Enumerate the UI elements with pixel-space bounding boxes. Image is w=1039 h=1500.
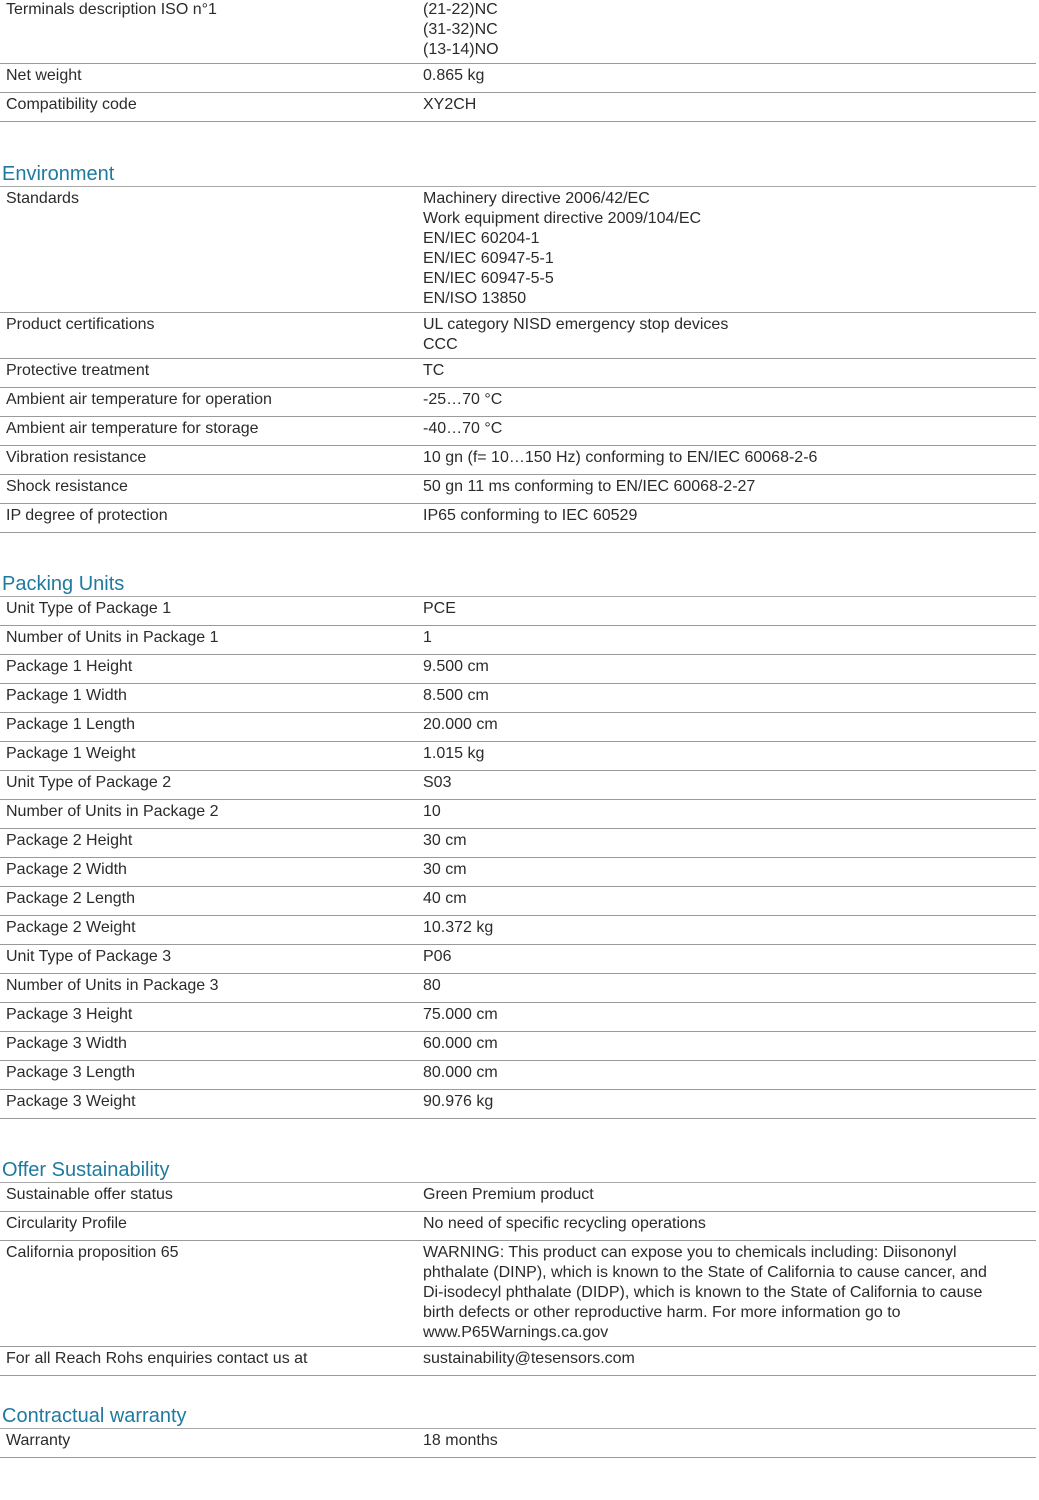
spec-value [423,361,1036,384]
spec-label: Product certifications [6,316,155,333]
section-contractual-warranty [0,1404,1036,1458]
spec-label: For all Reach Rohs enquiries contact us at [6,1350,308,1367]
spec-value-line: 8.500 cm [423,687,489,704]
spec-row [0,388,1036,417]
spec-row [0,713,1036,742]
spec-value [423,419,1036,442]
spec-row [0,945,1036,974]
spec-row [0,742,1036,771]
spec-value-line: (21-22)NC [423,1,498,18]
spec-value-line: 80 [423,977,441,994]
spec-value [423,315,1036,355]
spec-value [423,947,1036,970]
section-packing-units [0,572,1036,1119]
spec-label: Package 2 Weight [6,919,136,936]
spec-row [0,0,1036,64]
spec-row [0,475,1036,504]
spec-row [0,800,1036,829]
spec-value-line: EN/IEC 60204-1 [423,230,540,247]
spec-value-line: 75.000 cm [423,1006,498,1023]
section-title-environment: Environment [2,163,115,185]
spec-label: Package 3 Weight [6,1093,136,1110]
spec-value [423,390,1036,413]
offer-sustainability-table [0,1182,1036,1376]
spec-value-line: sustainability@tesensors.com [423,1350,635,1367]
spec-value-line: 18 months [423,1432,498,1449]
spec-value-line: -25…70 °C [423,391,503,408]
spec-label: Package 2 Length [6,890,135,907]
spec-row [0,313,1036,359]
spec-value-line: 80.000 cm [423,1064,498,1081]
spec-label: Shock resistance [6,478,128,495]
spec-value-line: 1.015 kg [423,745,485,762]
spec-label: Unit Type of Package 1 [6,600,172,617]
spec-label: California proposition 65 [6,1244,179,1261]
spec-value [423,0,1036,60]
spec-value [423,976,1036,999]
section-environment [0,162,1036,533]
spec-label: Circularity Profile [6,1215,127,1232]
spec-value-line: 9.500 cm [423,658,489,675]
section-title-packing-units: Packing Units [2,573,125,595]
spec-label: Number of Units in Package 2 [6,803,219,820]
spec-label: Number of Units in Package 3 [6,977,219,994]
spec-value [423,1243,1036,1343]
spec-row [0,1347,1036,1376]
spec-label: Package 3 Length [6,1064,135,1081]
spec-label: Sustainable offer status [6,1186,173,1203]
spec-label: Package 1 Height [6,658,133,675]
spec-value-line: 50 gn 11 ms conforming to EN/IEC 60068-2-27 [423,478,756,495]
spec-value [423,918,1036,941]
spec-value-line: (13-14)NO [423,41,499,58]
spec-label: Package 1 Weight [6,745,136,762]
spec-row [0,771,1036,800]
spec-value [423,802,1036,825]
spec-value-line: CCC [423,336,458,353]
spec-value [423,657,1036,680]
spec-value-line: TC [423,362,445,379]
spec-value [423,773,1036,796]
spec-value [423,860,1036,883]
spec-value [423,1185,1036,1208]
spec-label: Protective treatment [6,362,150,379]
spec-value [423,599,1036,622]
spec-value [423,1431,1036,1454]
spec-value-line: 10.372 kg [423,919,494,936]
section-offer-sustainability [0,1158,1036,1376]
spec-row [0,1212,1036,1241]
spec-value [423,1214,1036,1237]
packing-units-table [0,596,1036,1119]
spec-label: Ambient air temperature for storage [6,420,259,437]
top-table [0,0,1036,122]
spec-row [0,359,1036,388]
spec-value [423,477,1036,500]
spec-value [423,715,1036,738]
spec-value-line: PCE [423,600,456,617]
spec-value-line: 0.865 kg [423,67,485,84]
spec-value-line: Work equipment directive 2009/104/EC [423,210,702,227]
spec-value-line: No need of specific recycling operations [423,1215,706,1232]
spec-value [423,66,1036,89]
spec-value [423,831,1036,854]
spec-value [423,1092,1036,1115]
spec-value [423,189,1036,309]
spec-row [0,1032,1036,1061]
spec-value [423,744,1036,767]
spec-row [0,187,1036,313]
spec-value-line: UL category NISD emergency stop devices [423,316,729,333]
spec-value-line: EN/IEC 60947-5-1 [423,250,554,267]
spec-row [0,858,1036,887]
spec-value-line: 40 cm [423,890,467,907]
spec-value-line: 90.976 kg [423,1093,494,1110]
spec-row [0,417,1036,446]
section-top [0,0,1036,122]
spec-row [0,1429,1036,1458]
spec-label: Package 2 Width [6,861,127,878]
spec-value-line: Green Premium product [423,1186,594,1203]
spec-label: Unit Type of Package 3 [6,948,172,965]
spec-label: Standards [6,190,79,207]
spec-label: Ambient air temperature for operation [6,391,272,408]
spec-label: IP degree of protection [6,507,168,524]
spec-value-line: Machinery directive 2006/42/EC [423,190,650,207]
environment-table [0,186,1036,533]
spec-label: Number of Units in Package 1 [6,629,219,646]
spec-row [0,916,1036,945]
spec-row [0,887,1036,916]
contractual-warranty-table [0,1428,1036,1458]
spec-label: Package 3 Height [6,1006,133,1023]
spec-row [0,1241,1036,1347]
spec-row [0,597,1036,626]
spec-value-line: 1 [423,629,432,646]
spec-row [0,1183,1036,1212]
spec-row [0,446,1036,475]
spec-value [423,1034,1036,1057]
spec-label: Package 2 Height [6,832,133,849]
spec-value-line: XY2CH [423,96,477,113]
spec-value-line: 10 [423,803,441,820]
spec-label: Package 1 Length [6,716,135,733]
spec-row [0,1003,1036,1032]
spec-row [0,974,1036,1003]
spec-value-line: WARNING: This product can expose you to chemicals including: Diisononyl phthalate (DINP), which is known to the State of California to cause cancer, and Di-isodecyl phthalate (DIDP), which is known to the State of California to cause birth defects or other reproductive harm. For more information go to www.P65Warnings.ca.gov [423,1244,987,1341]
section-title-contractual-warranty: Contractual warranty [2,1405,187,1427]
spec-row [0,626,1036,655]
spec-row [0,1061,1036,1090]
spec-value-line: (31-32)NC [423,21,498,38]
section-title-offer-sustainability: Offer Sustainability [2,1159,170,1181]
spec-value-line: 60.000 cm [423,1035,498,1052]
spec-row [0,829,1036,858]
spec-value-line: 10 gn (f= 10…150 Hz) conforming to EN/IEC 60068-2-6 [423,449,818,466]
spec-value-line: EN/ISO 13850 [423,290,527,307]
spec-value-line: -40…70 °C [423,420,503,437]
spec-row [0,684,1036,713]
spec-value-line: P06 [423,948,452,965]
spec-row [0,504,1036,533]
spec-label: Vibration resistance [6,449,147,466]
spec-row [0,64,1036,93]
spec-label: Unit Type of Package 2 [6,774,172,791]
spec-value-line: IP65 conforming to IEC 60529 [423,507,638,524]
spec-value-line: 30 cm [423,861,467,878]
spec-label: Compatibility code [6,96,137,113]
spec-label: Package 3 Width [6,1035,127,1052]
spec-value [423,628,1036,651]
spec-value-line: 20.000 cm [423,716,498,733]
spec-value [423,1005,1036,1028]
spec-label: Net weight [6,67,82,84]
spec-value [423,1349,1036,1372]
spec-value [423,95,1036,118]
spec-value [423,889,1036,912]
spec-value [423,1063,1036,1086]
spec-row [0,1090,1036,1119]
spec-row [0,93,1036,122]
spec-value [423,506,1036,529]
spec-label: Warranty [6,1432,71,1449]
spec-value-line: EN/IEC 60947-5-5 [423,270,554,287]
spec-value [423,686,1036,709]
spec-value-line: S03 [423,774,452,791]
spec-value-line: 30 cm [423,832,467,849]
spec-label: Package 1 Width [6,687,127,704]
spec-row [0,655,1036,684]
spec-value [423,448,1036,471]
spec-label: Terminals description ISO n°1 [6,1,217,18]
